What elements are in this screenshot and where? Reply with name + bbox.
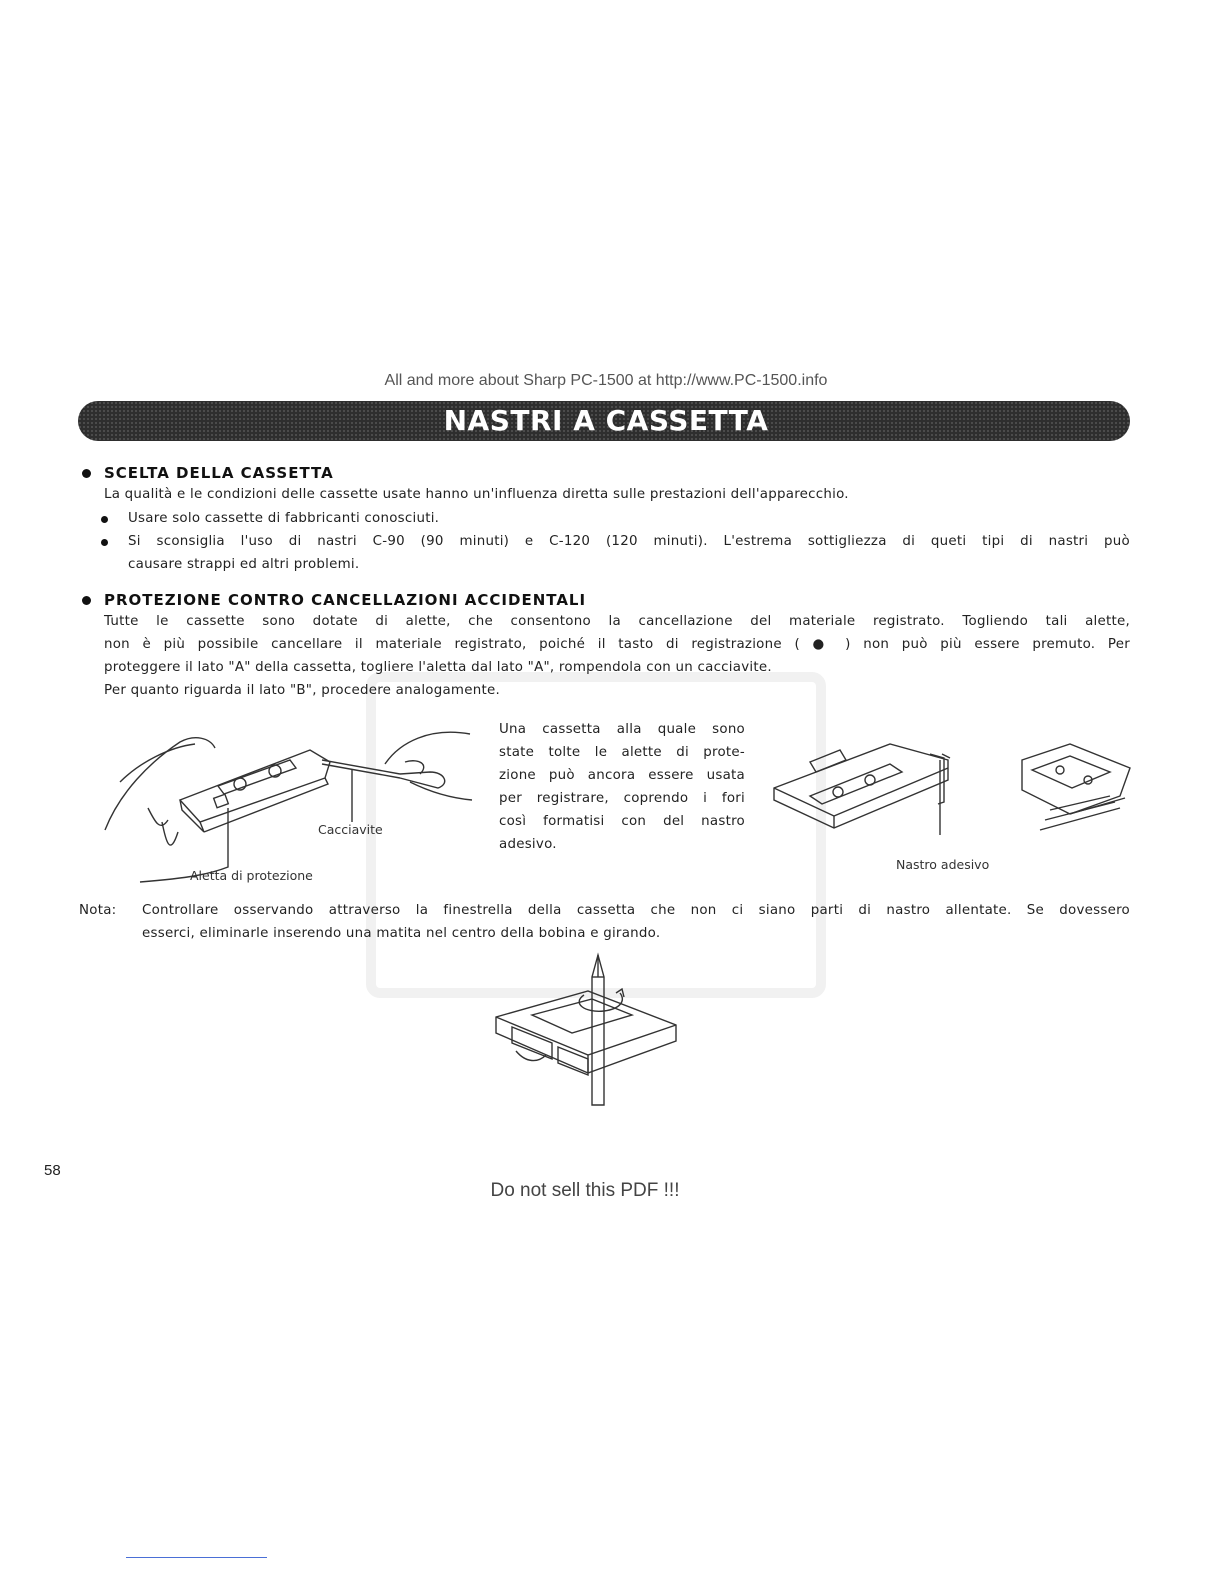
page-number: 58: [44, 1162, 61, 1179]
page-title: NASTRI A CASSETTA: [443, 404, 769, 437]
cassette-adhesive-tape-illustration: [770, 740, 1140, 860]
source-note: All and more about Sharp PC-1500 at http://www.PC-1500.info: [384, 372, 828, 389]
section2-line: Per quanto riguarda il lato "B", procedere analogamente.: [104, 683, 500, 698]
note-label: Nota:: [79, 903, 117, 918]
section2-line: non è più possibile cancellare il materiale registrato, poiché il tasto di registrazione ( ● ) non può più essere premuto. Per: [104, 637, 1130, 652]
list-bullet: [101, 516, 108, 523]
middle-text-line: zione può ancora essere usata: [499, 768, 745, 783]
hand-cassette-screwdriver-illustration: [100, 722, 480, 882]
middle-text-line: per registrare, coprendo i fori: [499, 791, 745, 806]
pencil-reel-illustration: [492, 955, 692, 1115]
list-bullet: [101, 539, 108, 546]
section2-line: Tutte le cassette sono dotate di alette, che consentono la cancellazione del materiale registrato. Togliendo tali alette,: [104, 614, 1130, 629]
middle-text-line: state tolte le alette di prote-: [499, 745, 745, 760]
note-line: esserci, eliminarle inserendo una matita nel centro della bobina e girando.: [142, 926, 661, 941]
middle-text-line: adesivo.: [499, 837, 557, 852]
section1-intro: La qualità e le condizioni delle cassette usate hanno un'influenza diretta sulle prestazioni dell'apparecchio.: [104, 487, 849, 502]
list-item-continuation: causare strappi ed altri problemi.: [128, 557, 360, 572]
label-adhesive-tape: Nastro adesivo: [896, 857, 990, 872]
label-protection-tab: Aletta di protezione: [190, 868, 313, 883]
section-heading-protection: PROTEZIONE CONTRO CANCELLAZIONI ACCIDENTALI: [104, 591, 587, 609]
section-heading-cassette-choice: SCELTA DELLA CASSETTA: [104, 464, 334, 482]
middle-text-line: Una cassetta alla quale sono: [499, 722, 745, 737]
list-item: Usare solo cassette di fabbricanti conosciuti.: [128, 511, 440, 526]
list-item: Si sconsiglia l'uso di nastri C-90 (90 minuti) e C-120 (120 minuti). L'estrema sottigliezza di queti tipi di nastri può: [128, 534, 1130, 549]
section-bullet: [82, 469, 91, 478]
footer-notice: Do not sell this PDF !!!: [490, 1180, 680, 1201]
note-line: Controllare osservando attraverso la finestrella della cassetta che non ci siano parti di nastro allentate. Se dovessero: [142, 903, 1130, 918]
bottom-divider: [126, 1557, 267, 1558]
section2-line: proteggere il lato "A" della cassetta, togliere l'aletta dal lato "A", rompendola con un cacciavite.: [104, 660, 772, 675]
label-screwdriver: Cacciavite: [318, 822, 383, 837]
middle-text-line: così formatisi con del nastro: [499, 814, 745, 829]
section-bullet: [82, 596, 91, 605]
